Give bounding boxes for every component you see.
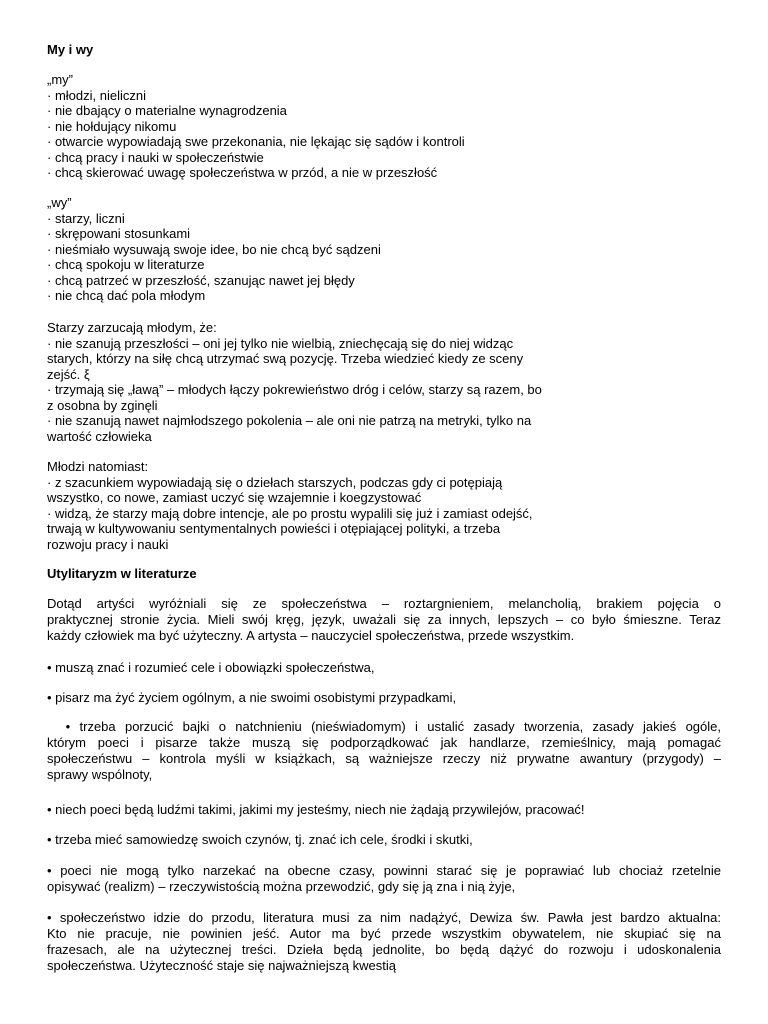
section-title-my-i-wy: My i wy [47,42,94,57]
text-line: · nie szanują przeszłości – oni jej tylko nie wielbią, zniechęcają się do niej widząc [47,335,514,351]
list-item: · młodzi, nieliczni [47,87,146,103]
bullet-paragraph [47,802,721,818]
text-line: · trzymają się „ławą” – młodych łączy pokrewieństwo dróg i celów, starzy są razem, bo [47,382,542,397]
text-line: starych, którzy na siłę chcą utrzymać swą pozycję. Trzeba wiedzieć kiedy ze sceny [47,351,524,366]
paragraph-mlodzi [47,459,533,552]
text-line: · widzą, że starzy mają dobre intencje, ale po prostu wypalili się już i zamiast odejść, [47,505,533,521]
list-heading-wy: „wy” [47,195,72,210]
text-line: frazesach, ale na użytecznej treści. Dzieła będą jednolite, bo będą dążyć do rozwoju i udoskonalenia [47,942,721,957]
text-line: • poeci nie mogą tylko narzekać na obecne czasy, powinni starać się je poprawiać lub chociaż rzetelnie [47,863,721,878]
text-line: z osobna by zginęli [47,397,158,413]
bullet-paragraph [47,910,721,974]
bullet-paragraph [47,690,721,706]
list-item: · otwarcie wypowiadają swe przekonania, nie lękając się sądów i kontroli [47,134,465,149]
text-line: Młodzi natomiast: [47,459,149,474]
bullet-paragraph [47,660,721,676]
bullet-paragraph [47,832,721,848]
bullet-paragraph [47,719,721,783]
list-heading-my: „my” [47,72,73,87]
text-line: • pisarz ma żyć życiem ogólnym, a nie swoimi osobistymi przypadkami, [47,690,457,705]
list-item: · starzy, liczni [47,210,125,226]
text-line: opisywać (realizm) – rzeczywistością można przewodzić, gdy się ją zna i nią żyje, [47,879,516,894]
list-item: · nie chcą dać pola młodym [47,288,206,303]
list-item: · nie dbający o materialne wynagrodzenia [47,103,287,118]
text-line: każdy człowiek ma być użyteczny. A artysta – nauczyciel społeczeństwa, przede wszystkim. [47,628,575,643]
list-item: · nie hołdujący nikomu [47,118,177,134]
text-line: • trzeba porzucić bajki o natchnieniu (nieświadomym) i ustalić zasady tworzenia, zasady jakieś ogóle, [47,719,721,734]
text-line: • społeczeństwo idzie do przodu, literatura musi za nim nadążyć, Dewiza św. Pawła jest bardzo aktualna: [47,910,721,925]
text-line: rozwoju pracy i nauki [47,536,169,552]
text-line: społeczeństwu – kontrola myśli w książkach, są ważniejsze rzeczy niż prywatne awantury (przygody) – [47,751,721,766]
section-title-utylitaryzm: Utylitaryzm w literaturze [47,566,197,581]
text-line: zejść. ξ [47,366,90,382]
list-item: · skrępowani stosunkami [47,226,191,241]
text-line: Dotąd artyści wyróżniali się ze społeczeństwa – roztargnieniem, melancholią, brakiem pojęcia o [47,596,721,611]
list-item: · chcą skierować uwagę społeczeństwa w przód, a nie w przeszłość [47,165,438,180]
list-item: · chcą pracy i nauki w społeczeństwie [47,149,264,165]
text-line: • muszą znać i rozumieć cele i obowiązki społeczeństwa, [47,660,375,675]
text-line: • niech poeci będą ludźmi takimi, jakimi my jesteśmy, niech nie żądają przywilejów, pracować! [47,802,585,817]
bullet-paragraph [47,863,721,895]
list-item: · nieśmiało wysuwają swoje idee, bo nie chcą być sądzeni [47,241,381,257]
list-my [47,72,465,181]
list-item: · chcą spokoju w literaturze [47,257,205,272]
list-item: · chcą patrzeć w przeszłość, szanując nawet jej błędy [47,272,355,288]
text-line: • trzeba mieć samowiedzę swoich czynów, tj. znać ich cele, środki i skutki, [47,832,473,847]
text-line: którym poeci i pisarze także muszą się podporządkować jak handlarze, rzemieślnicy, mają pomagać [47,735,721,750]
text-line: Kto nie pracuje, nie powinien jeść. Autor ma być przede wszystkim obywatelem, nie skupiać się na [47,926,721,941]
text-line: społeczeństwa. Użyteczność staje się najważniejszą kwestią [47,958,396,973]
text-line: trwają w kultywowaniu sentymentalnych powieści i otępiającej polityki, a trzeba [47,521,501,536]
text-line: · z szacunkiem wypowiadają się o dziełach starszych, podczas gdy ci potępiają [47,474,503,490]
text-line: wszystko, co nowe, zamiast uczyć się wzajemnie i koegzystować [47,490,422,505]
list-wy [47,195,381,304]
text-line: wartość człowieka [47,428,152,444]
text-line: Starzy zarzucają młodym, że: [47,320,217,335]
text-line: sprawy wspólnoty, [47,767,153,782]
text-line: · nie szanują nawet najmłodszego pokolenia – ale oni nie patrzą na metryki, tylko na [47,413,532,428]
text-line: praktycznej stronie życia. Mieli swój kręg, język, uważali się za innych, lepszych – co było śmieszne. Teraz [47,612,721,627]
paragraph-intro [47,596,721,644]
paragraph-starzy [47,320,542,444]
